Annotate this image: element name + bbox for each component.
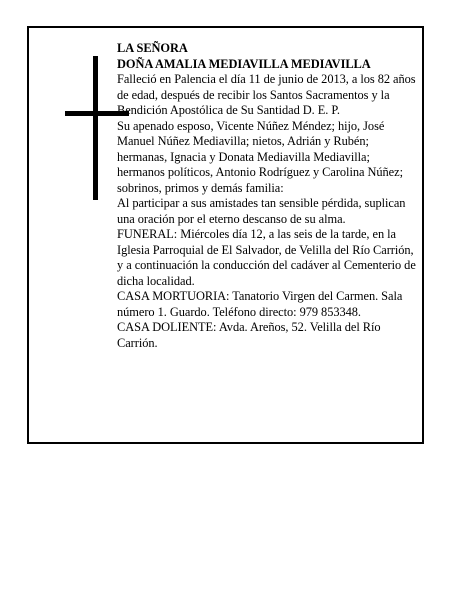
death-announcement-paragraph: Falleció en Palencia el día 11 de junio de 2013, a los 82 años de edad, después de recibir los Santos Sacramentos y la Bendición Apostólica de Su Santidad D. E. P. xyxy=(117,72,416,117)
obituary-text xyxy=(117,41,419,351)
deceased-name: DOÑA AMALIA MEDIAVILLA MEDIAVILLA xyxy=(117,56,371,71)
notice-title: LA SEÑORA xyxy=(117,41,188,55)
obituary-notice-frame xyxy=(27,26,424,444)
funeral-paragraph: FUNERAL: Miércoles día 12, a las seis de la tarde, en la Iglesia Parroquial de El Salvador, de Velilla del Río Carrión, y a continuación la conducción del cadáver al Cementerio de dicha localidad. xyxy=(117,227,416,288)
family-paragraph: Su apenado esposo, Vicente Núñez Méndez; hijo, José Manuel Núñez Mediavilla; nietos, Adrián y Rubén; hermanas, Ignacia y Donata Mediavilla Mediavilla; hermanos políticos, Antonio Rodríguez y Carolina Núñez; sobrinos, primos y demás familia: xyxy=(117,118,403,195)
prayer-request-paragraph: Al participar a sus amistades tan sensible pérdida, suplican una oración por el eterno descanso de su alma. xyxy=(117,196,406,226)
family-home-paragraph: CASA DOLIENTE: Avda. Areños, 52. Velilla del Río Carrión. xyxy=(117,320,381,350)
cross-vertical-bar xyxy=(93,56,98,200)
funeral-home-paragraph: CASA MORTUORIA: Tanatorio Virgen del Carmen. Sala número 1. Guardo. Teléfono directo: 979 853348. xyxy=(117,289,403,319)
